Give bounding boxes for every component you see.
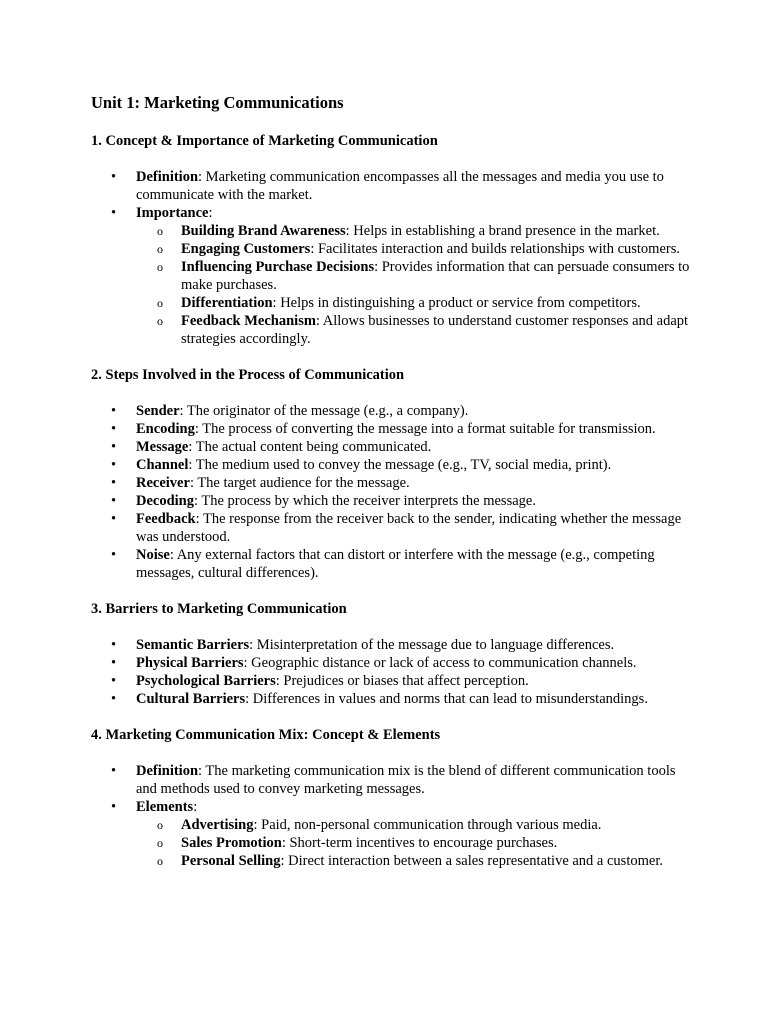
circle-bullet-icon: o xyxy=(157,314,163,328)
list-item xyxy=(91,798,691,870)
item-term: Definition xyxy=(136,763,199,779)
list-item xyxy=(91,402,691,420)
item-text: : The originator of the message (e.g., a company). xyxy=(179,403,469,419)
item-text: : Helps in establishing a brand presence in the market. xyxy=(345,223,660,239)
circle-bullet-icon: o xyxy=(157,242,163,256)
item-text: : Short-term incentives to encourage purchases. xyxy=(281,835,558,851)
item-term: Feedback xyxy=(136,511,196,527)
item-text: : Prejudices or biases that affect perception. xyxy=(275,673,529,689)
item-term: Sales Promotion xyxy=(181,835,282,851)
section-heading: 2. Steps Involved in the Process of Communication xyxy=(91,367,405,383)
bullet-icon: • xyxy=(111,511,117,527)
item-text: : Geographic distance or lack of access to communication channels. xyxy=(243,655,637,671)
bullet-icon: • xyxy=(111,763,117,779)
list-item xyxy=(91,762,691,798)
circle-bullet-icon: o xyxy=(157,854,163,868)
section-heading: 1. Concept & Importance of Marketing Communication xyxy=(91,133,438,149)
bullet-list xyxy=(91,636,691,708)
sub-list-item xyxy=(136,222,691,240)
item-text: : Marketing communication encompasses all the messages and media you use to communicate with the market. xyxy=(136,169,664,203)
document-title: Unit 1: Marketing Communications xyxy=(91,93,344,112)
sub-bullet-list xyxy=(136,222,691,348)
bullet-icon: • xyxy=(111,403,117,419)
item-text: : Facilitates interaction and builds relationships with customers. xyxy=(310,241,680,257)
list-item xyxy=(91,690,691,708)
item-term: Encoding xyxy=(136,421,195,437)
bullet-icon: • xyxy=(111,673,117,689)
sub-bullet-list xyxy=(136,816,691,870)
circle-bullet-icon: o xyxy=(157,818,163,832)
item-text: : xyxy=(193,799,198,815)
bullet-icon: • xyxy=(111,421,117,437)
item-term: Elements xyxy=(136,799,194,815)
circle-bullet-icon: o xyxy=(157,224,163,238)
bullet-icon: • xyxy=(111,169,117,185)
item-term: Physical Barriers xyxy=(136,655,244,671)
bullet-icon: • xyxy=(111,457,117,473)
item-term: Feedback Mechanism xyxy=(181,313,316,329)
item-text: : Misinterpretation of the message due to language differences. xyxy=(249,637,615,653)
sub-list-item xyxy=(136,240,691,258)
bullet-icon: • xyxy=(111,205,117,221)
bullet-list xyxy=(91,402,691,582)
circle-bullet-icon: o xyxy=(157,836,163,850)
item-text: : The process of converting the message into a format suitable for transmission. xyxy=(194,421,656,437)
document-content xyxy=(91,93,691,870)
item-term: Noise xyxy=(136,547,170,563)
item-term: Advertising xyxy=(181,817,254,833)
bullet-icon: • xyxy=(111,547,117,563)
section-heading: 4. Marketing Communication Mix: Concept & Elements xyxy=(91,727,441,743)
item-term: Building Brand Awareness xyxy=(181,223,346,239)
item-text: : Helps in distinguishing a product or service from competitors. xyxy=(272,295,641,311)
item-text: : Direct interaction between a sales representative and a customer. xyxy=(280,853,663,869)
item-term: Cultural Barriers xyxy=(136,691,246,707)
sub-list-item xyxy=(136,852,691,870)
item-term: Influencing Purchase Decisions xyxy=(181,259,375,275)
item-text: : xyxy=(208,205,213,221)
sub-list-item xyxy=(136,816,691,834)
list-item xyxy=(91,546,691,582)
circle-bullet-icon: o xyxy=(157,260,163,274)
bullet-icon: • xyxy=(111,493,117,509)
list-item xyxy=(91,654,691,672)
item-term: Psychological Barriers xyxy=(136,673,276,689)
sub-list-item xyxy=(136,834,691,852)
bullet-icon: • xyxy=(111,439,117,455)
list-item xyxy=(91,492,691,510)
list-item xyxy=(91,204,691,348)
item-text: : The actual content being communicated. xyxy=(188,439,432,455)
list-item xyxy=(91,438,691,456)
list-item xyxy=(91,474,691,492)
list-item xyxy=(91,636,691,654)
bullet-list xyxy=(91,762,691,870)
item-text: : Paid, non-personal communication through various media. xyxy=(253,817,602,833)
item-term: Decoding xyxy=(136,493,194,509)
item-term: Sender xyxy=(136,403,180,419)
item-term: Receiver xyxy=(136,475,190,491)
bullet-icon: • xyxy=(111,475,117,491)
circle-bullet-icon: o xyxy=(157,296,163,310)
item-term: Channel xyxy=(136,457,189,473)
item-text: : Allows businesses to understand customer responses and adapt strategies accordingly. xyxy=(181,313,689,347)
item-text: : Provides information that can persuade consumers to make purchases. xyxy=(181,259,690,293)
item-term: Message xyxy=(136,439,189,455)
item-term: Importance xyxy=(136,205,209,221)
item-text: : The process by which the receiver interprets the message. xyxy=(194,493,536,509)
list-item xyxy=(91,168,691,204)
list-item xyxy=(91,420,691,438)
item-term: Differentiation xyxy=(181,295,273,311)
item-term: Personal Selling xyxy=(181,853,281,869)
sub-list-item xyxy=(136,312,691,348)
list-item xyxy=(91,456,691,474)
bullet-icon: • xyxy=(111,691,117,707)
item-text: : The response from the receiver back to the sender, indicating whether the message was understood. xyxy=(136,511,682,545)
item-term: Engaging Customers xyxy=(181,241,311,257)
item-text: : Any external factors that can distort or interfere with the message (e.g., competing messages, cultural differences). xyxy=(136,547,655,581)
sub-list-item xyxy=(136,258,691,294)
list-item xyxy=(91,510,691,546)
item-text: : The marketing communication mix is the blend of different communication tools and methods used to convey marketing messages. xyxy=(136,763,676,797)
item-term: Definition xyxy=(136,169,199,185)
bullet-list xyxy=(91,168,691,348)
item-text: : The target audience for the message. xyxy=(189,475,410,491)
item-text: : The medium used to convey the message (e.g., TV, social media, print). xyxy=(188,457,612,473)
item-term: Semantic Barriers xyxy=(136,637,250,653)
section-heading: 3. Barriers to Marketing Communication xyxy=(91,601,347,617)
bullet-icon: • xyxy=(111,655,117,671)
item-text: : Differences in values and norms that can lead to misunderstandings. xyxy=(245,691,648,707)
bullet-icon: • xyxy=(111,799,117,815)
list-item xyxy=(91,672,691,690)
sub-list-item xyxy=(136,294,691,312)
bullet-icon: • xyxy=(111,637,117,653)
